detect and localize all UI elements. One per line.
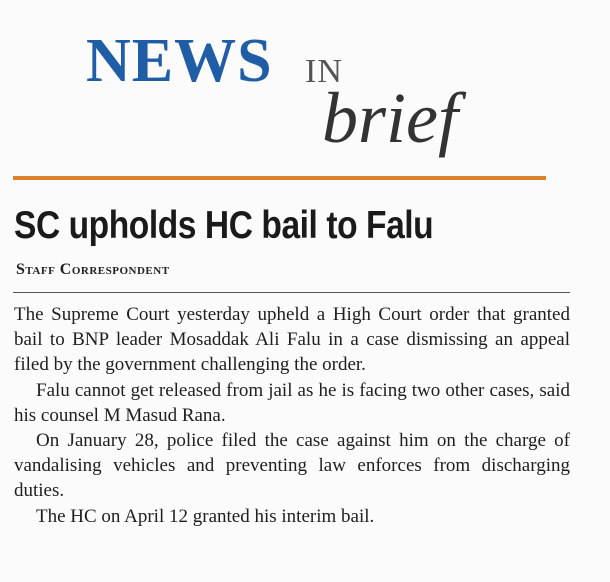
article-paragraph: On January 28, police filed the case against him on the charge of vandalising vehicles and preventing law enforces from discharging duties. <box>14 430 570 502</box>
byline-divider <box>13 292 570 293</box>
masthead-in-word: IN <box>305 53 343 90</box>
article-paragraph: The HC on April 12 granted his interim bail. <box>36 505 375 527</box>
section-divider <box>13 176 546 180</box>
news-in-brief-masthead <box>0 0 610 180</box>
masthead-brief-word: brief <box>322 78 458 158</box>
masthead-news-word: NEWS <box>86 27 273 95</box>
article-paragraph: Falu cannot get released from jail as he is facing two other cases, said his counsel M Masud Rana. <box>14 379 570 426</box>
article-paragraph: The Supreme Court yesterday upheld a High Court order that granted bail to BNP leader Mosaddak Ali Falu in a case dismissing an appeal filed by the government challenging the order. <box>14 304 570 376</box>
article-body <box>14 302 570 529</box>
article-headline: SC upholds HC bail to Falu <box>14 204 434 247</box>
article-byline: Staff Correspondent <box>16 261 170 278</box>
